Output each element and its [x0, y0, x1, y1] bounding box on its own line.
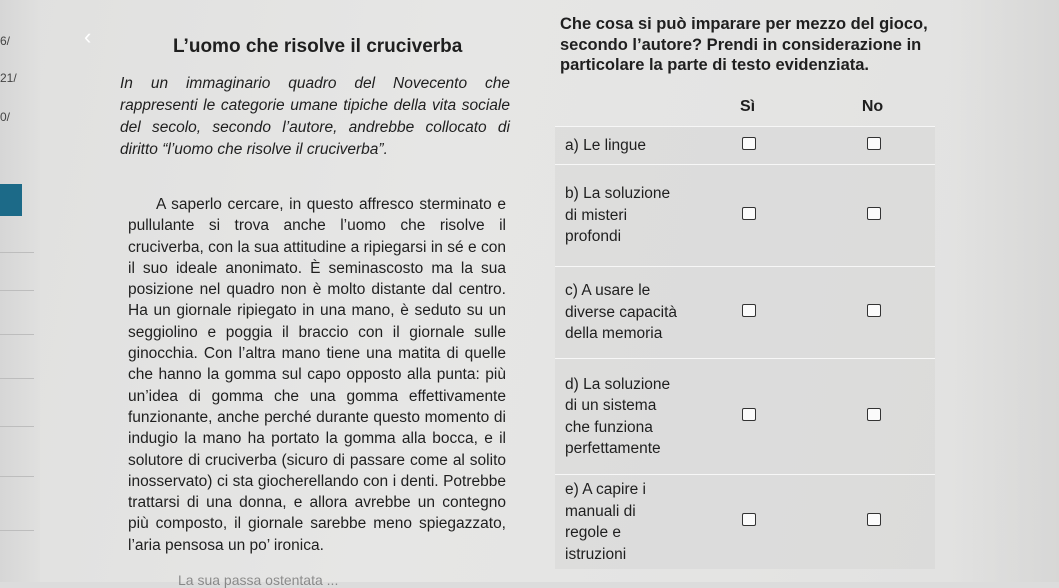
divider — [0, 334, 34, 335]
table-row — [555, 267, 935, 359]
divider — [0, 290, 34, 291]
checkbox-yes[interactable] — [742, 207, 756, 220]
passage — [128, 194, 506, 556]
row-label: e) A capire i manuali di regole e istruzioni — [555, 475, 685, 570]
checkbox-yes[interactable] — [742, 137, 756, 150]
checkbox-yes[interactable] — [742, 304, 756, 317]
header-yes: Sì — [739, 98, 756, 115]
checkbox-no[interactable] — [867, 304, 881, 317]
margin-label: 21/ — [0, 71, 17, 85]
checkbox-yes[interactable] — [742, 408, 756, 421]
divider — [0, 426, 34, 427]
margin-label: 6/ — [0, 34, 11, 48]
checkbox-no[interactable] — [867, 207, 881, 220]
previous-page-edge — [0, 0, 40, 582]
divider — [0, 476, 34, 477]
chevron-left-icon: ‹ — [84, 24, 92, 49]
section-title: L’uomo che risolve il cruciverba — [173, 36, 463, 57]
intro-paragraph: In un immaginario quadro del Novecento che rappresenti le categorie umane tipiche della vita sociale del secolo, secondo l’autore, andrebbe collocato di diritto “l’uomo che risolve il cruciverba”. — [120, 75, 510, 158]
checkbox-no[interactable] — [867, 137, 881, 150]
divider — [0, 530, 34, 531]
table-row — [555, 165, 935, 267]
cut-off-line: La sua passa ostentata ... — [178, 572, 339, 588]
checkbox-yes[interactable] — [742, 513, 756, 526]
header-no: No — [861, 98, 884, 115]
table-row — [555, 127, 935, 165]
checkbox-no[interactable] — [867, 513, 881, 526]
divider — [0, 378, 34, 379]
answer-table — [555, 88, 935, 569]
page-shadow — [949, 0, 1059, 582]
divider — [0, 252, 34, 253]
blue-tab-marker — [0, 184, 22, 216]
row-label: b) La soluzione di misteri profondi — [555, 165, 685, 267]
table-row — [555, 475, 935, 570]
checkbox-no[interactable] — [867, 408, 881, 421]
header-empty — [555, 88, 685, 127]
row-label: a) Le lingue — [555, 127, 685, 165]
row-label: c) A usare le diverse capacità della memoria — [555, 267, 685, 359]
passage-paragraph: A saperlo cercare, in questo affresco sterminato e pullulante si trova anche l’uomo che risolve il cruciverba, con la sua attitudine a ripiegarsi in sé e con il suo ideale anonimato. È seminascosto ma la sua posizione nel quadro non è molto distante dal centro. Ha un giornale ripiegato in una mano, è seduto su un seggiolino e poggia il braccio con il giornale sulle ginocchia. Con l’altra mano tiene una matita di quelle che hanno la gomma sul capo opposto alla punta: più un’idea di gomma che una gomma effettivamente funzionante, anche perché durante questo momento di indugio la mano ha portato la gomma alla bocca, e il solutore di cruciverba (sicuro di passare come al solito inosservato) ci sta giocherellando con i denti. Potrebbe trattarsi di una donna, e allora avrebbe un contegno più composto, il giornale sarebbe meno spiegazzato, l’aria pensosa un po’ ironica. — [128, 196, 506, 554]
table-row — [555, 359, 935, 475]
margin-label: 0/ — [0, 110, 11, 124]
question-text: Che cosa si può imparare per mezzo del gioco, secondo l’autore? Prendi in considerazione in particolare la parte di testo evidenziata. — [560, 15, 928, 74]
row-label: d) La soluzione di un sistema che funziona perfettamente — [555, 359, 685, 475]
